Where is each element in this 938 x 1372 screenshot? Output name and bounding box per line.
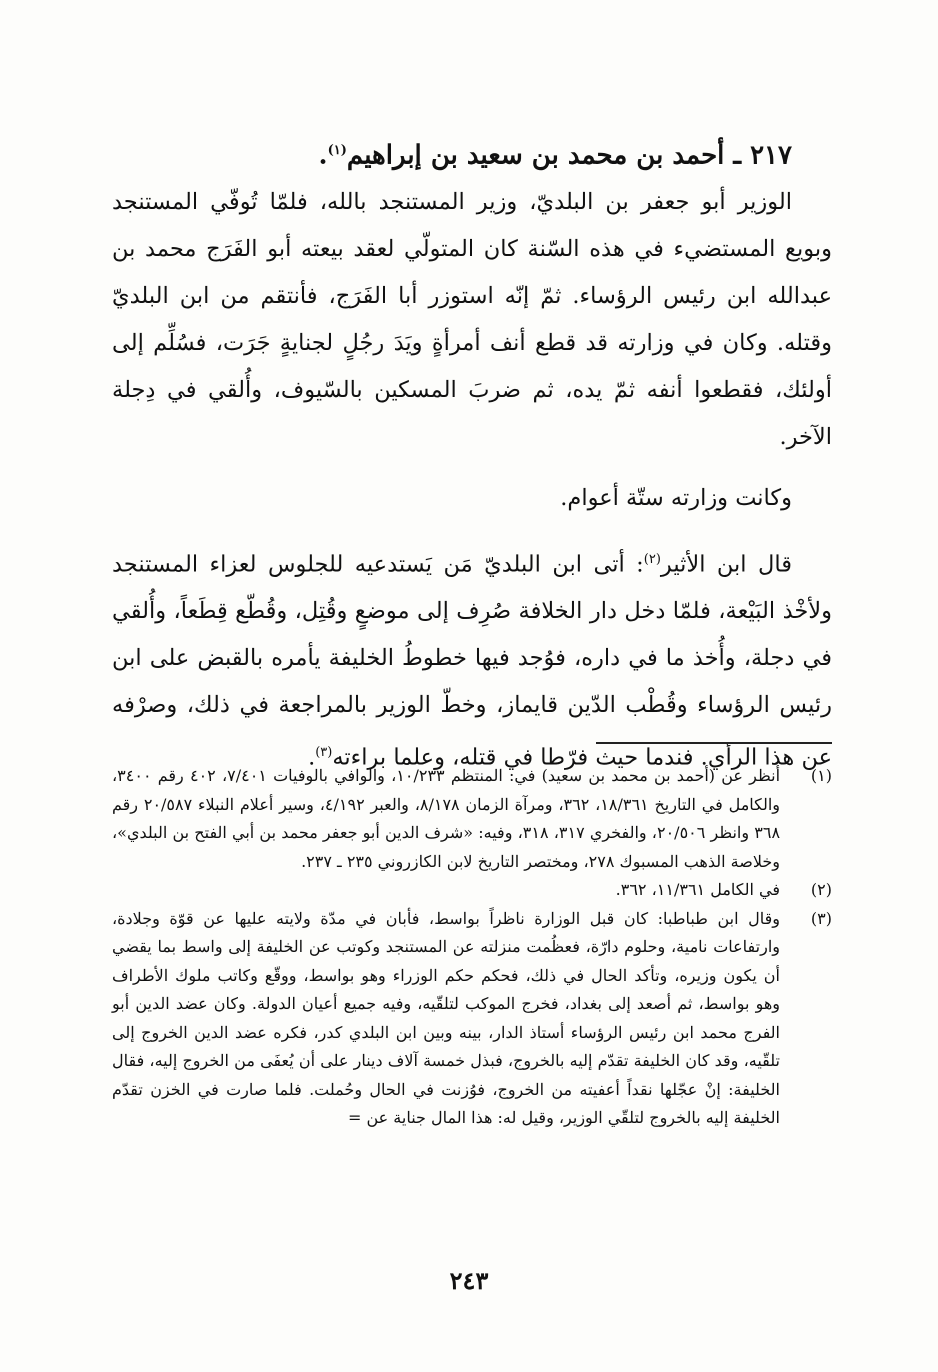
footnote-number: (٣) xyxy=(810,908,832,928)
entry-heading xyxy=(112,128,792,179)
footnote-ref-2: (٢) xyxy=(643,551,661,567)
footnote-separator xyxy=(596,742,832,744)
paragraph-1: الوزير أبو جعفر بن البلديّ، وزير المستنجد بالله، فلمّا تُوفّي المستنجد وبويع المستضيء في هذه السّنة كان المتولّي لعقد بيعته أبو الفَرَج محمد بن عبدالله ابن رئيس الرؤساء. ثمّ إنّه استوزر أبا الفَرَج، فأنتقم من ابن البلديّ وقتله. وكان في وزارته قد قطع أنف أمرأةٍ ويَدَ رجُلٍ لجنايةٍ جَرَت، فسُلِّم إلى أولئك، فقطعوا أنفه ثمّ يده، ثم ضربَ المسكين بالسّيوف، وأُلقي في دِجلة الآخر. xyxy=(112,188,832,450)
paragraph-3-end: . xyxy=(308,744,316,771)
footnote-3 xyxy=(112,905,832,1133)
footnotes xyxy=(112,762,832,1133)
footnote-2 xyxy=(112,876,832,905)
footnote-text: أنظر عن (أحمد بن محمد بن سعيد) في: المنتظم ١٠/٢٣٣، والوافي بالوفيات ٧/٤٠١، ٤٠٢ رقم ٣٤٠٠، والكامل في التاريخ ١٨/٣٦١، ٣٦٢، ومرآة الزمان ٨/١٧٨، والعبر ٤/١٩٢، وسير أعلام النبلاء ٢٠/٥٨٧ رقم ٣٦٨ وانظر ٢٠/٥٠٦، والفخري ٣١٧، ٣١٨، وفيه: «شرف الدين أبو جعفر محمد بن أبي الفتح بن البلدي»، وخلاصة الذهب المسبوك ٢٧٨، ومختصر التاريخ لابن الكازروني ٢٣٥ ـ ٢٣٧. xyxy=(112,766,781,871)
footnote-number: (٢) xyxy=(810,880,832,899)
paragraph-3-start: قال ابن الأثير xyxy=(660,551,792,578)
page-number: ٢٤٣ xyxy=(449,1266,489,1295)
footnote-1 xyxy=(112,762,832,876)
heading-end: . xyxy=(318,140,328,171)
main-text xyxy=(112,128,832,782)
paragraph-3 xyxy=(112,536,832,782)
paragraph-2: وكانت وزارته ستّة أعوام. xyxy=(560,484,792,511)
heading-text: ٢١٧ ـ أحمد بن محمد بن سعيد بن إبراهيم xyxy=(346,140,792,171)
footnote-text: وقال ابن طباطبا: كان قبل الوزارة ناظراً بواسط، فأبان في مدّة ولايته عليها عن قوّة وجلادة، وارتفاعات نامية، وحلوم دارّة، فعظُمت منزلته عن المستنجد وكوتب عن الخليفة إلى واسط بما يقضي أن يكون وزيره، وتأكد الحال في ذلك، فحكم حكم الوزراء وهو بواسط، ووقّع وكاتب ملوك الأطراف وهو بواسط، ثم أصعد إلى بغداد، فخرج الموكب لتلقّيه، وفيه جميع أعيان الدولة. وكان عضد الدين أبو الفرج محمد ابن رئيس الرؤساء أستاذ الدار، بينه وبين ابن البلدي كدر، فكره عضد الدين الخروج إلى تلقّيه، وقد كان الخليفة تقدّم إليه بالخروج، فبذل خمسة آلاف دينار على أن يُعفَى من الخروج إليه، فقال الخليفة: إنْ عجّلها نقداً أعفيته من الخروج، فوُزنت في الحال وحُملت. فلما صارت في الخزن تقدّم الخليفة إليه بالخروج لتلقّي الوزير، وقيل له: هذا المال جناية عن = xyxy=(112,908,780,1127)
footnote-ref-3: (٣) xyxy=(315,745,333,761)
heading-footnote-ref: (١) xyxy=(327,143,347,158)
footnote-text: في الكامل ١١/٣٦١، ٣٦٢. xyxy=(615,880,780,899)
paragraph-3-body: : أتى ابن البلديّ مَن يَستدعيه للجلوس لعزاء المستنجد ولأخْذ البَيْعة، فلمّا دخل دار الخلافة صُرِف إلى موضعٍ وقُتِل، وقُطّع قِطَعاً، وأُلقي في دجلة، وأُخذ ما في داره، فوُجد فيها خطوطُ الخليفة يأمره بالقبض على ابن رئيس الرؤساء وقُطْب الدّين قايماز، وخطّ الوزير بالمراجعة في ذلك، وصرْفه عن هذا الرأي. فندما حيث فرّطا في قتله، وعلما براءته xyxy=(112,551,832,771)
footnote-number: (١) xyxy=(810,766,832,785)
